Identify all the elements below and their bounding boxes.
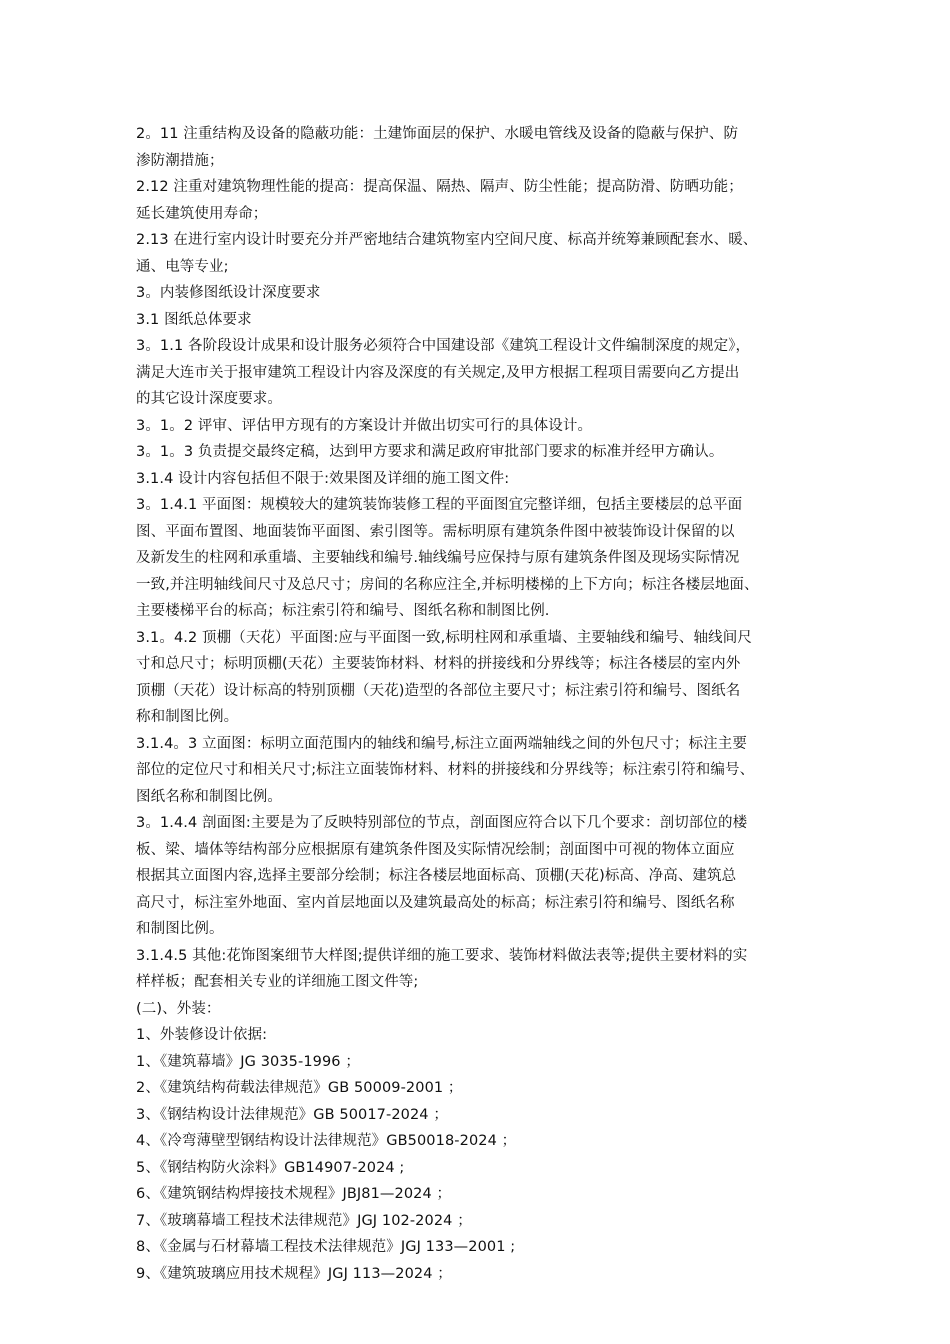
text-line: 2、《建筑结构荷载法律规范》GB 50009-2001 ； — [136, 1080, 463, 1096]
text-line: 7、《玻璃幕墙工程技术法律规范》JGJ 102-2024 ； — [136, 1212, 472, 1229]
text-line: 2.12 注重对建筑物理性能的提高：提高保温、隔热、隔声、防尘性能；提高防滑、防晒功能； — [136, 179, 743, 195]
text-line: 3.1.4.5 其他:花饰图案细节大样图;提供详细的施工要求、装饰材料做法表等;提供主要材料的实 — [136, 947, 748, 964]
text-line: 一致,并注明轴线间尺寸及总尺寸；房间的名称应注全,并标明楼梯的上下方向；标注各楼层地面、 — [136, 576, 759, 593]
text-line: 寸和总尺寸；标明顶棚(天花）主要装饰材料、材料的拼接线和分界线等；标注各楼层的室内外 — [136, 656, 741, 672]
text-line: 板、梁、墙体等结构部分应根据原有建筑条件图及实际情况绘制；剖面图中可视的物体立面应 — [136, 841, 735, 858]
text-line: 主要楼梯平台的标高；标注索引符和编号、图纸名称和制图比例. — [136, 603, 550, 619]
text-line: 图纸名称和制图比例。 — [136, 788, 282, 805]
text-line: 3。1。3 负责提交最终定稿，达到甲方要求和满足政府审批部门要求的标准并经甲方确认。 — [136, 444, 724, 460]
text-line: 及新发生的柱网和承重墙、主要轴线和编号.轴线编号应保持与原有建筑条件图及现场实际情况 — [136, 550, 740, 566]
text-line: 通、电等专业; — [136, 258, 229, 275]
text-line: 1、《建筑幕墙》JG 3035-1996 ； — [136, 1053, 360, 1070]
text-line: 3。内装修图纸设计深度要求 — [136, 285, 321, 301]
document-body — [136, 121, 840, 1287]
text-line: 和制图比例。 — [136, 921, 224, 937]
text-line: 3、《钢结构设计法律规范》GB 50017-2024 ； — [136, 1106, 448, 1123]
text-line: 2。11 注重结构及设备的隐蔽功能：土建饰面层的保护、水暖电管线及设备的隐蔽与保护、防 — [136, 126, 739, 142]
text-line: 3.1.4。3 立面图：标明立面范围内的轴线和编号,标注立面两端轴线之间的外包尺寸；标注主要 — [136, 735, 747, 752]
text-line: 3.1 图纸总体要求 — [136, 311, 252, 328]
text-line: 的其它设计深度要求。 — [136, 391, 282, 407]
text-line: 样样板；配套相关专业的详细施工图文件等; — [136, 974, 419, 990]
text-line: 3。1.1 各阶段设计成果和设计服务必须符合中国建设部《建筑工程设计文件编制深度的规定》， — [136, 338, 751, 354]
text-line: 3。1.4.4 剖面图:主要是为了反映特别部位的节点，剖面图应符合以下几个要求：剖切部位的楼 — [136, 815, 748, 831]
text-line: 部位的定位尺寸和相关尺寸;标注立面装饰材料、材料的拼接线和分界线等；标注索引符和编号、 — [136, 762, 755, 778]
text-line: 5、《钢结构防火涂料》GB14907-2024 ; — [136, 1159, 405, 1176]
text-line: 6、《建筑钢结构焊接技术规程》JBJ81—2024 ； — [136, 1186, 452, 1202]
text-line: 图、平面布置图、地面装饰平面图、索引图等。需标明原有建筑条件图中被装饰设计保留的以 — [136, 523, 735, 540]
text-line: 高尺寸，标注室外地面、室内首层地面以及建筑最高处的标高；标注索引符和编号、图纸名称 — [136, 894, 735, 911]
text-line: 延长建筑使用寿命； — [136, 205, 268, 222]
text-line: 根据其立面图内容,选择主要部分绘制；标注各楼层地面标高、顶棚(天花)标高、净高、建筑总 — [136, 868, 737, 884]
text-line: (二)、外装： — [136, 1000, 221, 1017]
text-line: 顶棚（天花）设计标高的特别顶棚（天花)造型的各部位主要尺寸；标注索引符和编号、图纸名 — [136, 682, 741, 699]
text-line: 称和制图比例。 — [136, 709, 239, 725]
text-line: 9、《建筑玻璃应用技术规程》JGJ 113—2024 ； — [136, 1265, 452, 1282]
text-line: 3。1。2 评审、评估甲方现有的方案设计并做出切实可行的具体设计。 — [136, 417, 593, 434]
text-line: 1、外装修设计依据: — [136, 1027, 268, 1043]
text-line: 8、《金属与石材幕墙工程技术法律规范》JGJ 133—2001 ; — [136, 1239, 516, 1255]
text-line: 3.1。4.2 顶棚（天花）平面图:应与平面图一致,标明柱网和承重墙、主要轴线和编号、轴线间尺 — [136, 629, 752, 646]
text-line: 2.13 在进行室内设计时要充分并严密地结合建筑物室内空间尺度、标高并统筹兼顾配套水、暖、 — [136, 232, 758, 248]
text-line: 4、《冷弯薄壁型钢结构设计法律规范》GB50018-2024 ； — [136, 1133, 517, 1149]
text-line: 渗防潮措施； — [136, 152, 224, 169]
text-line: 3.1.4 设计内容包括但不限于:效果图及详细的施工图文件: — [136, 470, 510, 487]
text-line: 3。1.4.1 平面图：规模较大的建筑装饰装修工程的平面图宜完整详细，包括主要楼层的总平面 — [136, 497, 743, 513]
text-line: 满足大连市关于报审建筑工程设计内容及深度的有关规定,及甲方根据工程项目需要向乙方提出 — [136, 364, 740, 381]
